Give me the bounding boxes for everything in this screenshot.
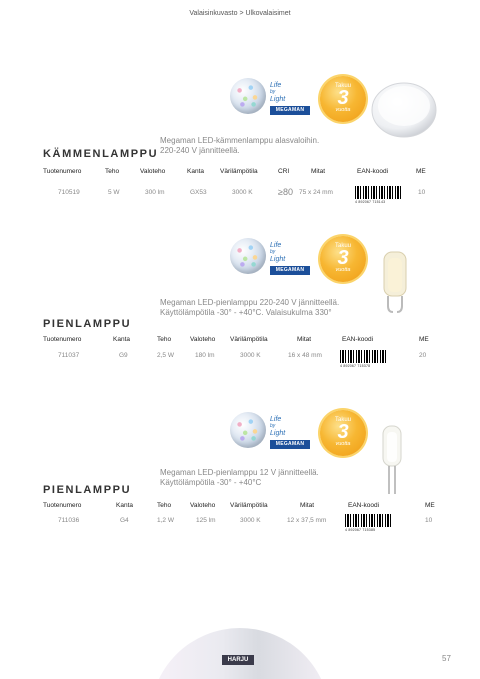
header-varilampotila: Värilämpötila xyxy=(230,336,268,343)
header-teho: Teho xyxy=(157,336,172,343)
logo-line3: Light xyxy=(270,256,286,263)
downlight-lamp-icon xyxy=(368,76,440,140)
header-valoteho: Valoteho xyxy=(190,502,216,509)
cell-tuotenumero: 711036 xyxy=(58,517,80,524)
cell-kanta: G4 xyxy=(120,517,129,524)
warranty-badge xyxy=(320,76,366,122)
badge-label: Takuu xyxy=(334,83,351,89)
badge-number: 3 xyxy=(337,247,349,269)
badge-number: 3 xyxy=(337,421,349,443)
warranty-badge xyxy=(320,236,366,282)
ean-barcode xyxy=(340,350,386,363)
description-line1: Megaman LED-kämmenlamppu alasvaloihin. xyxy=(160,136,320,145)
header-mitat: Mitat xyxy=(311,168,326,175)
description-line1: Megaman LED-pienlamppu 12 V jännitteellä. xyxy=(160,468,319,477)
product-section-pienlamppu-g4 xyxy=(0,404,480,564)
badge-label: Takuu xyxy=(334,243,351,249)
cell-tuotenumero: 711037 xyxy=(58,352,80,359)
g4-bulb-icon xyxy=(380,424,404,496)
cell-cri: ≥80 xyxy=(278,187,293,197)
life-by-light-text xyxy=(270,416,285,437)
cell-varilampotila: 3000 K xyxy=(240,517,261,524)
ean-barcode xyxy=(355,186,401,199)
cell-valoteho: 125 lm xyxy=(196,517,216,524)
header-ean: EAN-koodi xyxy=(357,168,389,175)
header-tuotenumero: Tuotenumero xyxy=(43,502,82,509)
life-by-light-logo-icon xyxy=(230,238,266,274)
ean-barcode xyxy=(345,514,391,527)
header-teho: Teho xyxy=(105,168,120,175)
harju-logo: HARJU xyxy=(222,655,254,665)
logo-line1: Life xyxy=(270,82,282,89)
description-line2: 220-240 V jännitteellä. xyxy=(160,146,240,155)
badge-number: 3 xyxy=(337,87,349,109)
header-kanta: Kanta xyxy=(116,502,133,509)
header-tuotenumero: Tuotenumero xyxy=(43,168,82,175)
cell-me: 10 xyxy=(418,189,426,196)
cell-mitat: 12 x 37,5 mm xyxy=(287,517,327,524)
header-me: ME xyxy=(416,168,426,175)
cell-teho: 2,5 W xyxy=(157,352,174,359)
breadcrumb[interactable]: Valaisinkuvasto > Ulkovalaisimet xyxy=(189,10,291,17)
life-by-light-text xyxy=(270,82,285,103)
cell-valoteho: 180 lm xyxy=(195,352,215,359)
logo-line2: by xyxy=(270,89,276,95)
description-line1: Megaman LED-pienlamppu 220-240 V jännitteellä. xyxy=(160,298,340,307)
cell-mitat: 75 x 24 mm xyxy=(299,189,333,196)
cell-kanta: G9 xyxy=(119,352,128,359)
header-tuotenumero: Tuotenumero xyxy=(43,336,82,343)
product-title: KÄMMENLAMPPU xyxy=(43,148,159,160)
page-number: 57 xyxy=(442,654,451,663)
cell-valoteho: 300 lm xyxy=(145,189,165,196)
header-cri: CRI xyxy=(278,168,290,175)
header-teho: Teho xyxy=(157,502,172,509)
product-title: PIENLAMPPU xyxy=(43,484,132,496)
badge-years: vuotta xyxy=(335,441,351,447)
header-valoteho: Valoteho xyxy=(190,336,216,343)
cell-tuotenumero: 710519 xyxy=(58,189,80,196)
cell-teho: 1,2 W xyxy=(157,517,174,524)
cell-mitat: 16 x 48 mm xyxy=(288,352,322,359)
ean-digits: 4 892067 715378 xyxy=(340,364,371,368)
product-section-pienlamppu-g9 xyxy=(0,232,480,392)
header-me: ME xyxy=(425,502,435,509)
cell-kanta: GX53 xyxy=(190,189,207,196)
header-varilampotila: Värilämpötila xyxy=(230,502,268,509)
header-mitat: Mitat xyxy=(297,336,312,343)
header-ean: EAN-koodi xyxy=(342,336,374,343)
cell-me: 10 xyxy=(425,517,433,524)
header-ean: EAN-koodi xyxy=(348,502,380,509)
product-title: PIENLAMPPU xyxy=(43,318,132,330)
logo-line2: by xyxy=(270,423,276,429)
footer-decoration xyxy=(150,628,330,679)
logo-line1: Life xyxy=(270,416,282,423)
megaman-logo: MEGAMAN xyxy=(270,106,310,115)
badge-years: vuotta xyxy=(335,107,351,113)
life-by-light-logo-icon xyxy=(230,412,266,448)
life-by-light-logo-icon xyxy=(230,78,266,114)
header-kanta: Kanta xyxy=(113,336,130,343)
cell-varilampotila: 3000 K xyxy=(240,352,261,359)
megaman-logo: MEGAMAN xyxy=(270,266,310,275)
logo-line1: Life xyxy=(270,242,282,249)
g9-bulb-icon xyxy=(378,250,412,320)
ean-digits: 4 892067 715385 xyxy=(345,528,376,532)
badge-label: Takuu xyxy=(334,417,351,423)
product-description xyxy=(160,136,319,156)
logo-line2: by xyxy=(270,249,276,255)
warranty-badge xyxy=(320,410,366,456)
description-line2: Käyttölämpötila -30° - +40°C xyxy=(160,478,262,487)
product-description xyxy=(160,468,319,488)
megaman-logo: MEGAMAN xyxy=(270,440,310,449)
logo-line3: Light xyxy=(270,430,286,437)
header-kanta: Kanta xyxy=(187,168,204,175)
product-section-kammenlamppu xyxy=(0,68,480,228)
cell-teho: 5 W xyxy=(108,189,120,196)
header-me: ME xyxy=(419,336,429,343)
description-line2: Käyttölämpötila -30° - +40°C. Valaisukulma 330° xyxy=(160,308,332,317)
badge-years: vuotta xyxy=(335,267,351,273)
header-varilampotila: Värilämpötila xyxy=(220,168,258,175)
logo-line3: Light xyxy=(270,96,286,103)
life-by-light-text xyxy=(270,242,285,263)
header-valoteho: Valoteho xyxy=(140,168,166,175)
cell-me: 20 xyxy=(419,352,427,359)
cell-varilampotila: 3000 K xyxy=(232,189,253,196)
header-mitat: Mitat xyxy=(300,502,315,509)
ean-digits: 4 892067 715143 xyxy=(355,200,386,204)
product-description xyxy=(160,298,339,318)
